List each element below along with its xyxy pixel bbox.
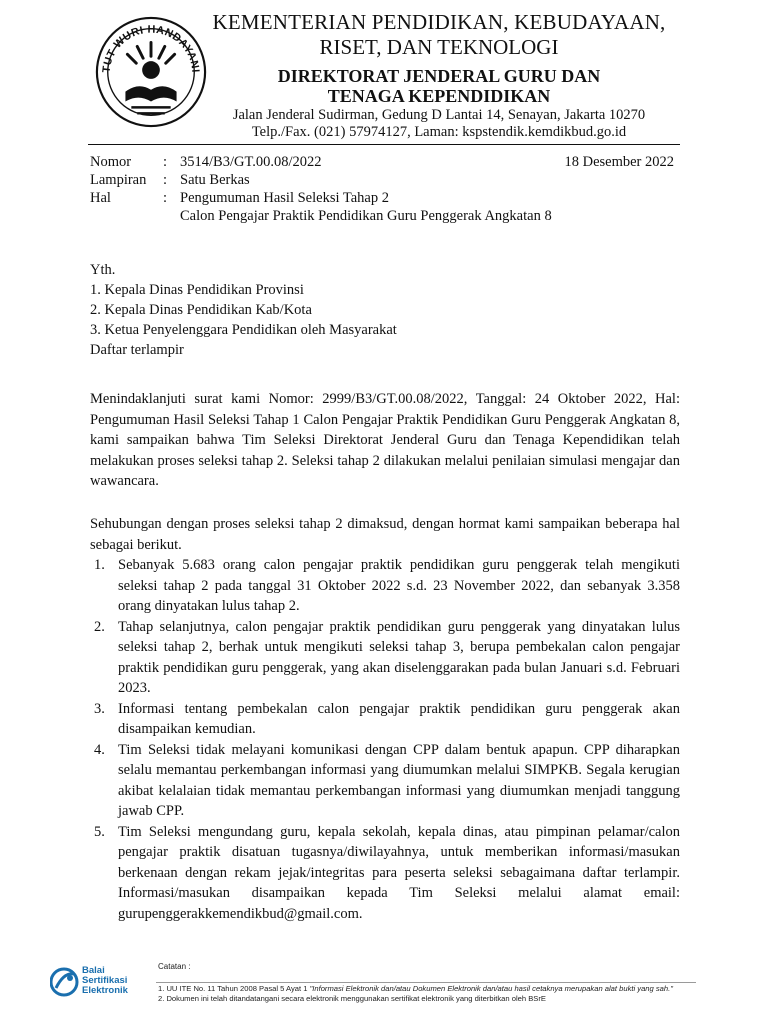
- hal-value-line2: Calon Pengajar Praktik Pendidikan Guru Penggerak Angkatan 8: [180, 208, 552, 224]
- list-item-text: Informasi tentang pembekalan calon pengajar praktik pendidikan guru penggerak akan disampaikan kemudian.: [118, 700, 680, 737]
- attachment-note: Daftar terlampir: [90, 342, 184, 358]
- meta-lampiran-row: [90, 171, 680, 189]
- letter-date: 18 Desember 2022: [564, 154, 674, 170]
- bsre-name: [82, 966, 128, 996]
- svg-text:TUT WURI HANDAYANI: TUT WURI HANDAYANI: [100, 23, 202, 74]
- meta-hal-row-2: [90, 207, 680, 225]
- recipient-item: 2. Kepala Dinas Pendidikan Kab/Kota: [90, 302, 312, 318]
- lampiran-label: Lampiran: [90, 172, 147, 188]
- meta-hal-row: [90, 189, 680, 207]
- list-item-number: 4.: [94, 741, 105, 758]
- catatan-label: Catatan :: [158, 962, 191, 971]
- list-item: [90, 555, 680, 617]
- meta-colon: :: [163, 190, 168, 206]
- directorate-name-line1: DIREKTORAT JENDERAL GURU DAN: [277, 66, 601, 86]
- meta-colon: :: [163, 154, 168, 170]
- list-item-number: 1.: [94, 557, 105, 573]
- list-item-text: Tim Seleksi tidak melayani komunikasi dengan CPP dalam bentuk apapun. CPP diharapkan selalu memantau perkembangan informasi yang diumumkan melalui SIMPKB. Segala kerugian akibat kelalaian tidak memantau perkembangan informasi yang diumumkan menjadi tanggung jawab CPP.: [118, 741, 680, 819]
- ministry-name-line2: RISET, DAN TEKNOLOGI: [319, 35, 559, 59]
- list-item-number: 3.: [94, 700, 105, 717]
- list-item-text: Tim Seleksi mengundang guru, kepala sekolah, kepala dinas, atau pimpinan pelamar/calon pengajar praktik disatuan tugasnya/diwilayahnya, untuk memberikan informasi/masukan berkenaan dengan rekam jejak/integritas para peserta seleksi sebagaimana daftar terlampir. Informasi/masukan disampaikan kepada Tim Seleksi melalui alamat email: gurupenggerakkemendikbud@gmail.com.: [118, 823, 680, 922]
- note1-prefix: 1. UU ITE No. 11 Tahun 2008 Pasal 5 Ayat 1: [158, 984, 308, 993]
- nomor-value: 3514/B3/GT.00.08/2022: [180, 154, 322, 170]
- meta-nomor-row: [90, 153, 680, 171]
- body-paragraph-2: Sehubungan dengan proses seleksi tahap 2 dimaksud, dengan hormat kami sampaikan beberapa hal sebagai berikut.: [90, 516, 680, 553]
- note1-quote: "Informasi Elektronik dan/atau Dokumen Elektronik dan/atau hasil cetaknya merupakan alat bukti yang sah.": [309, 984, 673, 993]
- list-item-text: Tahap selanjutnya, calon pengajar praktik pendidikan guru penggerak yang dinyatakan lulus seleksi tahap 2, berhak untuk mengikuti seleksi tahap 3, berupa pembekalan calon pengajar praktik pendidikan guru penggerak, yang akan diselenggarakan pada bulan Januari s.d. Februari 2023.: [118, 618, 680, 696]
- nomor-label: Nomor: [90, 154, 132, 170]
- body-paragraph-1: Menindaklanjuti surat kami Nomor: 2999/B3/GT.00.08/2022, Tanggal: 24 Oktober 2022, Hal: Pengumuman Hasil Seleksi Tahap 1 Calon Pengajar Praktik Pendidikan Guru Penggerak Angkatan 8, kami sampaikan bahwa Tim Seleksi Direktorat Jenderal Guru dan Tenaga Kependidikan telah melakukan proses seleksi tahap 2. Seleksi tahap 2 dilakukan melalui penilaian simulasi mengajar dan wawancara.: [90, 391, 680, 489]
- tut-wuri-handayani-logo-icon: [92, 12, 210, 132]
- hal-value-line1: Pengumuman Hasil Seleksi Tahap 2: [180, 190, 389, 206]
- lampiran-value: Satu Berkas: [180, 172, 250, 188]
- footer-note-1: [158, 984, 673, 994]
- list-item-number: 5.: [94, 823, 105, 840]
- footer-note-2: 2. Dokumen ini telah ditandatangani secara elektronik menggunakan sertifikat elektronik yang diterbitkan oleh BSrE: [158, 994, 546, 1003]
- greeting: Yth.: [90, 262, 116, 278]
- directorate-name-line2: TENAGA KEPENDIDIKAN: [327, 86, 551, 106]
- footer-divider: [156, 982, 696, 983]
- list-item: [90, 699, 680, 740]
- hal-label: Hal: [90, 190, 111, 206]
- letterhead-divider: [88, 144, 680, 145]
- letterhead-address: Jalan Jenderal Sudirman, Gedung D Lantai 14, Senayan, Jakarta 10270: [232, 107, 646, 123]
- list-item-number: 2.: [94, 618, 105, 635]
- list-item: [90, 617, 680, 699]
- meta-colon: :: [163, 172, 168, 188]
- recipients-block: [90, 260, 397, 360]
- recipient-item: 3. Ketua Penyelenggara Pendidikan oleh Masyarakat: [90, 322, 397, 338]
- list-item: [90, 822, 680, 925]
- points-list: [90, 555, 680, 924]
- bsre-line: Elektronik: [82, 985, 128, 996]
- letterhead-contact: Telp./Fax. (021) 57974127, Laman: kspstendik.kemdikbud.go.id: [251, 124, 627, 140]
- list-item-text: Sebanyak 5.683 orang calon pengajar praktik pendidikan guru penggerak telah mengikuti seleksi tahap 2 pada tanggal 31 Oktober 2022 s.d. 23 November 2022, dan sebanyak 3.358 orang dinyatakan lulus tahap 2.: [118, 557, 680, 614]
- list-item: [90, 740, 680, 822]
- bsre-line: Balai: [82, 965, 105, 976]
- bsre-line: Sertifikasi: [82, 975, 128, 986]
- ministry-name-line1: KEMENTERIAN PENDIDIKAN, KEBUDAYAAN,: [212, 10, 666, 34]
- recipient-item: 1. Kepala Dinas Pendidikan Provinsi: [90, 282, 304, 298]
- letter-meta: [90, 153, 680, 225]
